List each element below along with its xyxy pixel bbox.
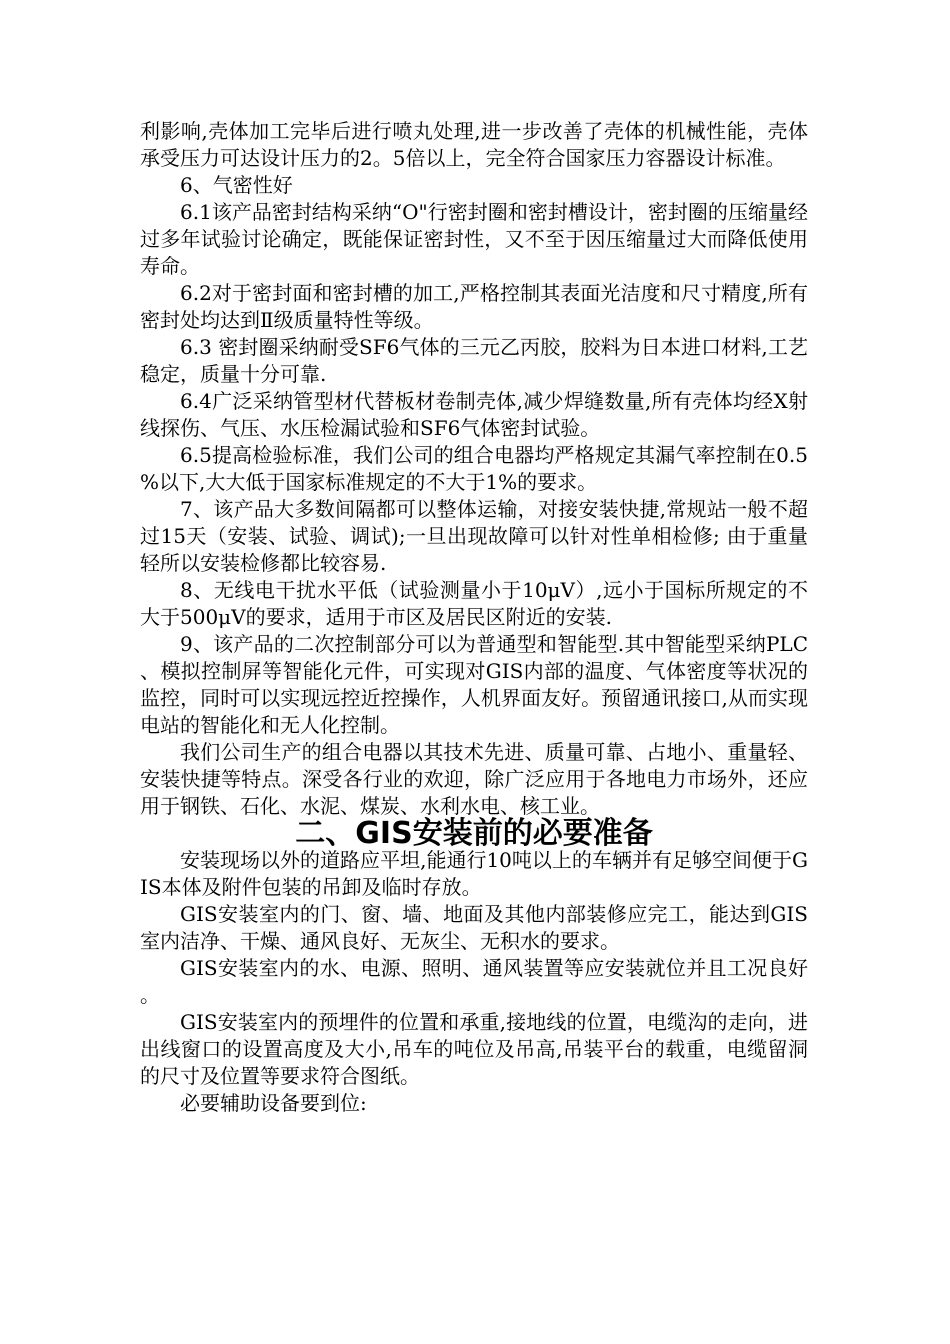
paragraph-item-6-5: 6.5提高检验标准，我们公司的组合电器均严格规定其漏气率控制在0.5%以下,大大低于国家标准规定的不大于1%的要求。	[140, 443, 808, 494]
paragraph-item-6-1: 6.1该产品密封结构采纳“O"行密封圈和密封槽设计，密封圈的压缩量经过多年试验讨论确定，既能保证密封性，又不至于因压缩量过大而降低使用寿命。	[140, 200, 808, 278]
paragraph-item-6-4: 6.4广泛采纳管型材代替板材卷制壳体,减少焊缝数量,所有壳体均经X射线探伤、气压、水压检漏试验和SF6气体密封试验。	[140, 389, 808, 440]
paragraph-item-9: 9、该产品的二次控制部分可以为普通型和智能型.其中智能型采纳PLC、模拟控制屏等智能化元件，可实现对GIS内部的温度、气体密度等状况的监控，同时可以实现远控近控操作，人机界面友好。预留通讯接口,从而实现电站的智能化和无人化控制。	[140, 632, 808, 737]
paragraph-item-8: 8、无线电干扰水平低（试验测量小于10μV）,远小于国标所规定的不大于500μV的要求，适用于市区及居民区附近的安装.	[140, 578, 808, 629]
paragraph-item-6-title: 6、气密性好	[180, 173, 293, 197]
paragraph-item-6-3: 6.3 密封圈采纳耐受SF6气体的三元乙丙胶，胶料为日本进口材料,工艺稳定，质量十分可靠.	[140, 335, 808, 386]
paragraph-item-6-2: 6.2对于密封面和密封槽的加工,严格控制其表面光洁度和尺寸精度,所有密封处均达到Ⅱ级质量特性等级。	[140, 281, 808, 332]
paragraph-road-requirement: 安装现场以外的道路应平坦,能通行10吨以上的车辆并有足够空间便于GIS本体及附件包装的吊卸及临时存放。	[140, 848, 808, 899]
document-page	[140, 118, 808, 1117]
paragraph-auxiliary-equipment: 必要辅助设备要到位:	[180, 1091, 367, 1115]
paragraph-utilities: GIS安装室内的水、电源、照明、通风装置等应安装就位并且工况良好。	[140, 956, 808, 1007]
paragraph-embedded-parts: GIS安装室内的预埋件的位置和承重,接地线的位置，电缆沟的走向，进出线窗口的设置高度及大小,吊车的吨位及吊高,吊装平台的载重，电缆留洞的尺寸及位置等要求符合图纸。	[140, 1010, 808, 1088]
paragraph-item-7: 7、该产品大多数间隔都可以整体运输，对接安装快捷,常规站一般不超过15天（安装、试验、调试);一旦出现故障可以针对性单相检修; 由于重量轻所以安装检修都比较容易.	[140, 497, 808, 575]
paragraph-summary: 我们公司生产的组合电器以其技术先进、质量可靠、占地小、重量轻、安装快捷等特点。深受各行业的欢迎，除广泛应用于各地电力市场外，还应用于钢铁、石化、水泥、煤炭、水利水电、核工业。	[140, 740, 808, 818]
paragraph-room-finish: GIS安装室内的门、窗、墙、地面及其他内部装修应完工，能达到GIS室内洁净、干燥、通风良好、无灰尘、无积水的要求。	[140, 902, 808, 953]
section-heading: 二、GIS安装前的必要准备	[295, 816, 653, 851]
paragraph-continuation: 利影响,壳体加工完毕后进行喷丸处理,进一步改善了壳体的机械性能，壳体承受压力可达设计压力的2。5倍以上，完全符合国家压力容器设计标准。	[140, 119, 808, 170]
